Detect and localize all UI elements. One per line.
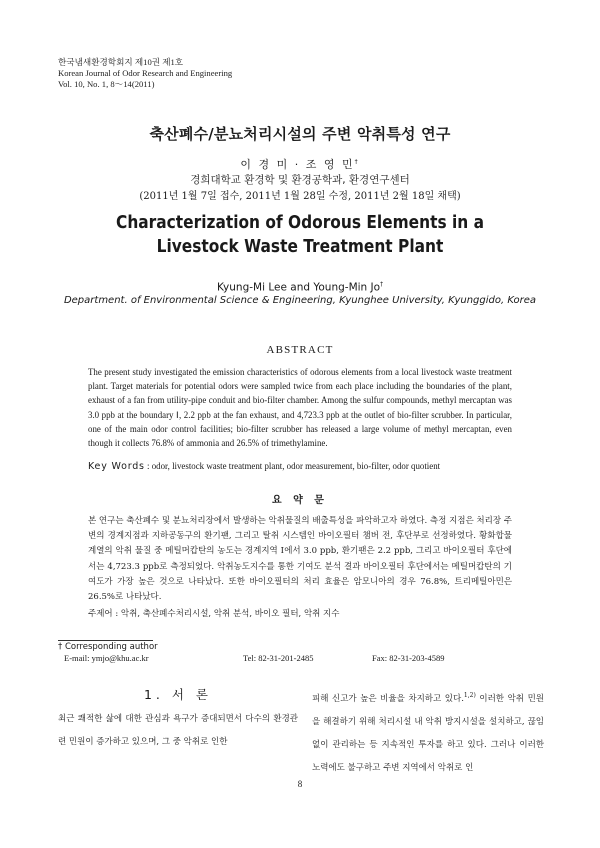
en-title-line2: Livestock Waste Treatment Plant	[156, 237, 444, 257]
en-department: Department. of Environmental Science & Engineering, Kyunghee University, Kyunggido, Korea	[63, 295, 537, 306]
journal-volume: Vol. 10, No. 1, 8～14(2011)	[58, 79, 155, 89]
kr-authors	[0, 156, 600, 172]
page-number: 8	[297, 779, 303, 789]
kr-dates: (2011년 1월 7일 접수, 2011년 1월 28일 수정, 2011년 2월 18일 채택)	[139, 191, 461, 202]
footnote-divider	[58, 640, 153, 641]
journal-name-kr: 한국냄새환경학회지 제10권 제1호	[58, 57, 184, 67]
contact-fax: Fax: 82-31-203-4589	[372, 653, 445, 663]
abstract-body: The present study investigated the emission characteristics of odorous elements from a local livestock waste treatment plant. Target materials for potential odors were sampled twice from each place including the boundaries of the plant, exhaust of a fan from utility-pipe conduit and bio-filter chamber. Among the sulfur compounds, methyl mercaptan was 3.0 ppb at the boundary Ⅰ, 2.2 ppb at the fan exhaust, and 4,723.3 ppb at the outlet of bio-filter scrubber. In particular, one of the main odor control facilities; bio-filter scrubber has released a large volume of methyl mercaptan, even though it collects 76.8% of ammonia and 26.5% of trimethylamine.	[88, 367, 512, 449]
kr-summary-body: 본 연구는 축산폐수 및 분뇨처리장에서 발생하는 악취물질의 배출특성을 파악하고자 하였다. 측정 지점은 처리장 주변의 경계지점과 지하공동구의 환기팬, 그리고 탈취 시스템인 바이오필터 챔버 전, 후단부로 선정하였다. 황화합물 계열의 악취 물질 중 메틸머캅탄의 농도는 경계지역 Ⅰ에서 3.0 ppb, 환기팬은 2.2 ppb, 그리고 바이오필터 후단에서는 4,723.3 ppb로 측정되었다. 악취농도지수를 통한 기여도 분석 결과 바이오필터 후단에서는 메틸머캅탄의 기여도가 가장 높은 것으로 나타났다. 또한 바이오필터의 처리 효율은 암모니아의 경우 76.8%, 트리메틸아민은 26.5%로 나타났다.	[88, 516, 512, 603]
section-heading-introduction: 1. 서 론	[143, 687, 213, 702]
contact-email: E-mail: ymjo@khu.ac.kr	[64, 653, 149, 663]
intro-right-column	[312, 684, 544, 780]
kr-corresponding-mark: †	[354, 158, 360, 166]
en-title-line1: Characterization of Odorous Elements in a	[116, 213, 484, 233]
en-authors	[0, 281, 600, 294]
abstract-keywords	[88, 461, 518, 472]
en-authors-names: Kyung-Mi Lee and Young-Min Jo	[216, 281, 381, 294]
intro-right-text-a: 피해 신고가 높은 비율을 차지하고 있다.	[312, 693, 464, 704]
intro-right-text-b: 이러한 악취 민원을 해결하기 위해 처리시설 내 악취 방지시설을 설치하고, 끊임없이 관리하는 등 지속적인 투자를 하고 있다. 그러나 이러한 노력에도 불구하고 주변 지역에서 악취로 인	[312, 693, 544, 773]
intro-left-column: 최근 쾌적한 삶에 대한 관심과 욕구가 증대되면서 다수의 환경관련 민원이 증가하고 있으며, 그 중 악취로 인한	[58, 714, 298, 747]
reference-mark: 1,2)	[463, 692, 476, 699]
kr-affiliation: 경희대학교 환경학 및 환경공학과, 환경연구센터	[190, 174, 410, 186]
kr-keywords	[88, 607, 339, 619]
abstract-heading: ABSTRACT	[266, 344, 334, 356]
keywords-list: : odor, livestock waste treatment plant, odor measurement, bio-filter, odor quotient	[144, 461, 441, 471]
journal-name-en: Korean Journal of Odor Research and Engineering	[58, 68, 233, 78]
kr-title: 축산폐수/분뇨처리시설의 주변 악취특성 연구	[149, 125, 451, 143]
kr-keywords-label: 주제어	[88, 609, 113, 619]
en-corresponding-mark: †	[380, 281, 384, 288]
kr-authors-names: 이 경 미 · 조 영 민	[240, 158, 355, 171]
kr-keywords-list: : 악취, 축산폐수처리시설, 악취 분석, 바이오 필터, 악취 지수	[112, 609, 340, 619]
kr-summary-heading: 요 약 문	[272, 495, 328, 506]
contact-tel: Tel: 82-31-201-2485	[243, 653, 314, 663]
keywords-label: Key Words	[88, 461, 145, 472]
corresponding-author: † Corresponding author	[58, 642, 158, 652]
